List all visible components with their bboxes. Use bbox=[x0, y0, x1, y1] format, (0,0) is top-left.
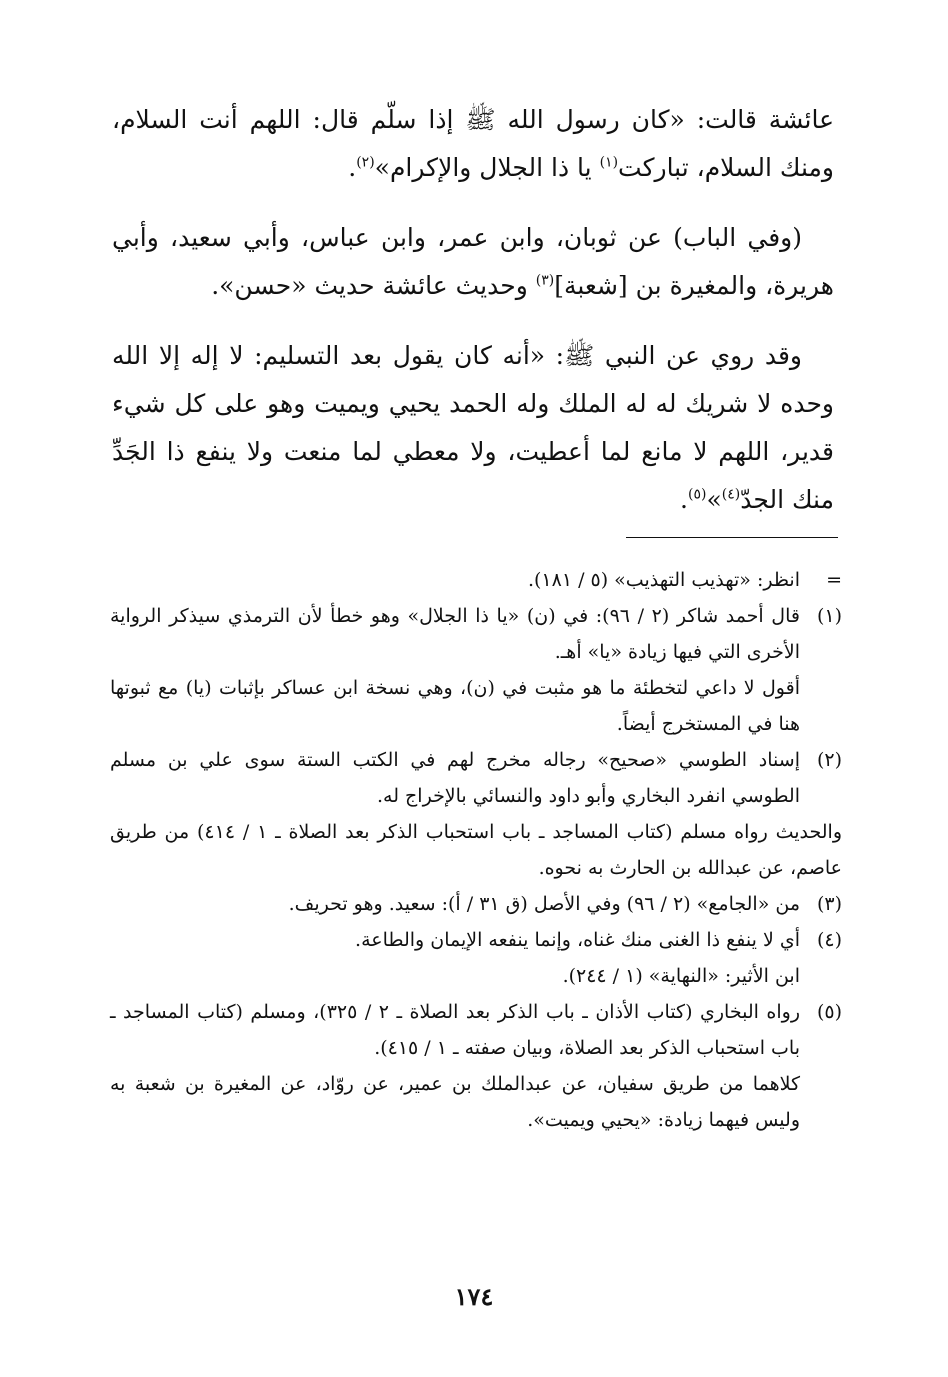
paragraph-3: وقد روي عن النبي ﷺ: «أنه كان يقول بعد التسليم: لا إله إلا الله وحده لا شريك له له الملك وله الحمد يحيي ويميت وهو على كل شيء قدير، اللهم لا مانع لما أعطيت، ولا معطي لما منعت ولا ينفع ذا الجَدِّ منك الجدّ$^{(٤)}$»$^{(٥)}$. bbox=[112, 341, 834, 514]
footnote-line: أقول لا داعي لتخطئة ما هو مثبت في (ن)، وهي نسخة ابن عساكر بإثبات (يا) مع ثبوتها هنا في المستخرج أيضاً. bbox=[110, 677, 800, 735]
footnote-ref-2[interactable]: (٢) bbox=[356, 154, 375, 171]
footnote-line: أي لا ينفع ذا الغنى منك غناه، وإنما ينفعه الإيمان والطاعة. bbox=[355, 929, 800, 951]
footnote-ref-3[interactable]: (٣) bbox=[535, 272, 555, 289]
footnote-mark: = bbox=[826, 569, 842, 591]
footnotes bbox=[110, 562, 842, 1138]
footnote-line: من «الجامع» (٢ / ٩٦) وفي الأصل (ق ٣١ / أ): سعيد. وهو تحريف. bbox=[288, 893, 800, 915]
footnote-line: والحديث رواه مسلم (كتاب المساجد ـ باب استحباب الذكر بعد الصلاة ـ ١ / ٤١٤) من طريق عاصم، عن عبدالله بن الحارث به نحوه. bbox=[110, 821, 843, 879]
paragraph-2: (وفي الباب) عن ثوبان، وابن عمر، وابن عباس، وأبي سعيد، وأبي هريرة، والمغيرة بن [شعبة]$^{(٣)}$ وحديث عائشة حديث «حسن». bbox=[112, 223, 834, 300]
footnote-line: ابن الأثير: «النهاية» (١ / ٢٤٤). bbox=[562, 965, 800, 987]
footnote-4 bbox=[110, 922, 842, 994]
footnote-continuation bbox=[110, 562, 842, 598]
footnote-separator bbox=[626, 537, 838, 538]
paragraph-1: عائشة قالت: «كان رسول الله ﷺ إذا سلّم قال: اللهم أنت السلام، ومنك السلام، تباركت$^{(١)}$ يا ذا الجلال والإكرام»$^{(٢)}$. bbox=[112, 105, 834, 182]
footnote-ref-4[interactable]: (٤) bbox=[721, 486, 741, 503]
footnote-mark: (٢) bbox=[816, 749, 842, 771]
footnote-5 bbox=[110, 994, 842, 1138]
footnote-line: قال أحمد شاكر (٢ / ٩٦): في (ن) «يا ذا الجلال» وهو خطأ لأن الترمذي سيذكر الرواية الأخرى التي فيها زيادة «يا» أهـ. bbox=[110, 605, 800, 663]
footnote-1 bbox=[110, 598, 842, 742]
footnote-3 bbox=[110, 886, 842, 922]
footnote-line: رواه البخاري (كتاب الأذان ـ باب الذكر بعد الصلاة ـ ٢ / ٣٢٥)، ومسلم (كتاب المساجد ـ باب استحباب الذكر بعد الصلاة، وبيان صفته ـ ١ / ٤١٥). bbox=[110, 1001, 800, 1059]
footnote-line: انظر: «تهذيب التهذيب» (٥ / ١٨١). bbox=[527, 569, 800, 591]
main-text bbox=[112, 96, 834, 546]
page-number: ١٧٤ bbox=[454, 1282, 494, 1311]
footnote-mark: (٥) bbox=[816, 1001, 842, 1023]
footnote-mark: (٣) bbox=[816, 893, 842, 915]
footnote-line: كلاهما من طريق سفيان، عن عبدالملك بن عمير، عن روّاد، عن المغيرة بن شعبة به وليس فيهما زيادة: «يحيي ويميت». bbox=[110, 1073, 800, 1131]
footnote-mark: (١) bbox=[816, 605, 842, 627]
footnote-ref-5[interactable]: (٥) bbox=[687, 486, 707, 503]
footnote-mark: (٤) bbox=[816, 929, 842, 951]
footnote-ref-1[interactable]: (١) bbox=[599, 154, 619, 171]
footnote-2 bbox=[110, 742, 842, 886]
footnote-line: إسناد الطوسي «صحيح» رجاله مخرج لهم في الكتب الستة سوى علي بن مسلم الطوسي انفرد البخاري وأبو داود والنسائي بالإخراج له. bbox=[110, 749, 800, 807]
